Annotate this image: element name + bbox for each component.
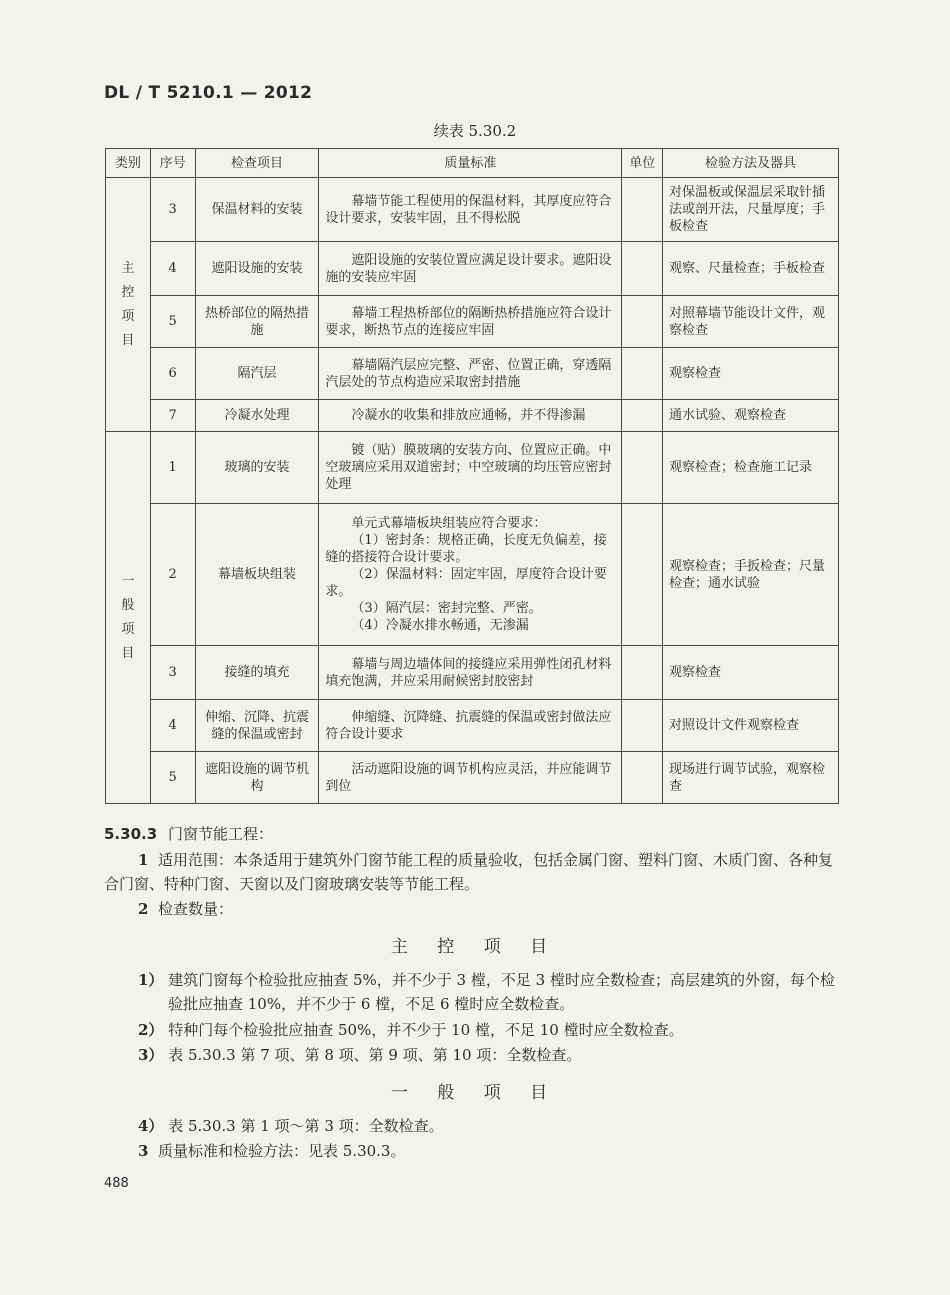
row-method: 对照设计文件观察检查 bbox=[663, 700, 839, 752]
general-category-cell bbox=[106, 432, 151, 804]
standard-subitem: （1）密封条：规格正确，长度无负偏差，接缝的搭接符合设计要求。 bbox=[325, 533, 607, 565]
row-method: 观察检查；检查施工记录 bbox=[663, 432, 839, 504]
row-unit bbox=[622, 296, 663, 348]
table-row bbox=[106, 400, 839, 432]
category-char: 一 bbox=[121, 573, 135, 589]
row-standard: 遮阳设施的安装位置应满足设计要求。遮阳设施的安装应牢固 bbox=[319, 242, 622, 296]
category-char: 控 bbox=[121, 284, 135, 300]
row-unit bbox=[622, 432, 663, 504]
row-number: 3 bbox=[150, 178, 195, 242]
row-standard: 镀（贴）膜玻璃的安装方向、位置应正确。中空玻璃应采用双道密封；中空玻璃的均压管应密封处理 bbox=[319, 432, 622, 504]
row-standard: 伸缩缝、沉降缝、抗震缝的保温或密封做法应符合设计要求 bbox=[319, 700, 622, 752]
sub-item-text: 表 5.30.3 第 7 项、第 8 项、第 9 项、第 10 项：全数检查。 bbox=[168, 1046, 582, 1064]
row-standard: 幕墙工程热桥部位的隔断热桥措施应符合设计要求，断热节点的连接应牢固 bbox=[319, 296, 622, 348]
sub-item-number: 4） bbox=[138, 1117, 164, 1135]
standard-intro: 单元式幕墙板块组装应符合要求： bbox=[351, 516, 547, 531]
sub-item-text: 建筑门窗每个检验批应抽查 5%，并不少于 3 樘，不足 3 樘时应全数检查；高层建筑的外窗，每个检验批应抽查 10%，并不少于 6 樘，不足 6 樘时应全数检查。 bbox=[168, 971, 835, 1013]
row-method: 对照幕墙节能设计文件，观察检查 bbox=[663, 296, 839, 348]
row-standard: 幕墙隔汽层应完整、严密、位置正确，穿透隔汽层处的节点构造应采取密封措施 bbox=[319, 348, 622, 400]
inspection-table bbox=[105, 148, 839, 804]
row-number: 4 bbox=[150, 242, 195, 296]
row-unit bbox=[622, 348, 663, 400]
sub-item bbox=[104, 968, 840, 1016]
row-number: 4 bbox=[150, 700, 195, 752]
row-number: 2 bbox=[150, 504, 195, 646]
category-char: 主 bbox=[121, 260, 135, 276]
row-number: 6 bbox=[150, 348, 195, 400]
table-row bbox=[106, 178, 839, 242]
row-unit bbox=[622, 242, 663, 296]
row-standard: 幕墙与周边墙体间的接缝应采用弹性闭孔材料填充饱满，并应采用耐候密封胶密封 bbox=[319, 646, 622, 700]
row-item: 隔汽层 bbox=[195, 348, 319, 400]
row-unit bbox=[622, 504, 663, 646]
standard-subitem: （4）冷凝水排水畅通，无渗漏 bbox=[351, 618, 529, 633]
clause-number: 5.30.3 bbox=[104, 825, 158, 843]
table-row bbox=[106, 348, 839, 400]
table-row bbox=[106, 242, 839, 296]
sub-item-number: 1） bbox=[138, 971, 164, 989]
standard-code-header: DL / T 5210.1 — 2012 bbox=[104, 83, 313, 103]
paragraph-quantity bbox=[104, 897, 840, 921]
category-char: 目 bbox=[121, 332, 135, 348]
row-method: 观察检查 bbox=[663, 348, 839, 400]
table-row bbox=[106, 504, 839, 646]
row-method: 观察检查 bbox=[663, 646, 839, 700]
row-unit bbox=[622, 700, 663, 752]
sub-item bbox=[104, 1114, 840, 1138]
row-unit bbox=[622, 400, 663, 432]
general-items-heading: 一 般 项 目 bbox=[390, 1083, 560, 1103]
row-item: 幕墙板块组装 bbox=[195, 504, 319, 646]
paragraph-text: 质量标准和检验方法：见表 5.30.3。 bbox=[157, 1142, 406, 1160]
row-number: 7 bbox=[150, 400, 195, 432]
row-unit bbox=[622, 752, 663, 804]
col-standard: 质量标准 bbox=[319, 149, 622, 178]
main-items-heading: 主 控 项 目 bbox=[390, 937, 560, 957]
row-unit bbox=[622, 646, 663, 700]
row-method: 通水试验、观察检查 bbox=[663, 400, 839, 432]
category-char: 项 bbox=[121, 308, 135, 324]
sub-item bbox=[104, 1018, 840, 1042]
row-item: 冷凝水处理 bbox=[195, 400, 319, 432]
sub-item-number: 3） bbox=[138, 1046, 164, 1064]
table-row bbox=[106, 296, 839, 348]
standard-subitem: （3）隔汽层：密封完整、严密。 bbox=[351, 601, 542, 616]
sub-item bbox=[104, 1043, 840, 1067]
row-method: 对保温板或保温层采取针插法或剖开法，尺量厚度；手板检查 bbox=[663, 178, 839, 242]
row-unit bbox=[622, 178, 663, 242]
row-item: 遮阳设施的安装 bbox=[195, 242, 319, 296]
col-method: 检验方法及器具 bbox=[663, 149, 839, 178]
table-header-row bbox=[106, 149, 839, 178]
sub-item-number: 2） bbox=[138, 1021, 164, 1039]
row-item: 保温材料的安装 bbox=[195, 178, 319, 242]
clause-heading bbox=[104, 823, 273, 846]
row-method: 观察、尺量检查；手板检查 bbox=[663, 242, 839, 296]
col-number: 序号 bbox=[150, 149, 195, 178]
row-standard bbox=[319, 504, 622, 646]
paragraph-number: 2 bbox=[138, 900, 149, 918]
paragraph-number: 1 bbox=[138, 851, 149, 869]
paragraph-text: 检查数量： bbox=[157, 900, 233, 918]
standard-subitem: （2）保温材料：固定牢固，厚度符合设计要求。 bbox=[325, 567, 607, 599]
row-standard: 冷凝水的收集和排放应通畅，并不得渗漏 bbox=[319, 400, 622, 432]
paragraph-scope bbox=[104, 848, 840, 896]
row-method: 观察检查；手扳检查；尺量检查；通水试验 bbox=[663, 504, 839, 646]
paragraph-number: 3 bbox=[138, 1142, 149, 1160]
row-item: 接缝的填充 bbox=[195, 646, 319, 700]
main-category-cell bbox=[106, 178, 151, 432]
paragraph-text: 适用范围：本条适用于建筑外门窗节能工程的质量验收，包括金属门窗、塑料门窗、木质门窗、各种复合门窗、特种门窗、天窗以及门窗玻璃安装等节能工程。 bbox=[104, 851, 833, 893]
table-row bbox=[106, 752, 839, 804]
sub-item-text: 特种门每个检验批应抽查 50%，并不少于 10 樘，不足 10 樘时应全数检查。 bbox=[168, 1021, 684, 1039]
table-caption: 续表 5.30.2 bbox=[433, 122, 517, 140]
row-number: 3 bbox=[150, 646, 195, 700]
table-row bbox=[106, 700, 839, 752]
paragraph-method bbox=[104, 1139, 840, 1163]
row-item: 玻璃的安装 bbox=[195, 432, 319, 504]
category-char: 目 bbox=[121, 645, 135, 661]
category-char: 项 bbox=[121, 621, 135, 637]
col-item: 检查项目 bbox=[195, 149, 319, 178]
page-number: 488 bbox=[104, 1176, 129, 1191]
table-row bbox=[106, 646, 839, 700]
row-standard: 活动遮阳设施的调节机构应灵活，并应能调节到位 bbox=[319, 752, 622, 804]
clause-title: 门窗节能工程： bbox=[167, 825, 273, 843]
category-char: 般 bbox=[121, 597, 135, 613]
row-item: 热桥部位的隔热措施 bbox=[195, 296, 319, 348]
col-category: 类别 bbox=[106, 149, 151, 178]
row-number: 5 bbox=[150, 296, 195, 348]
row-method: 现场进行调节试验，观察检查 bbox=[663, 752, 839, 804]
table-row bbox=[106, 432, 839, 504]
row-standard: 幕墙节能工程使用的保温材料，其厚度应符合设计要求，安装牢固，且不得松脱 bbox=[319, 178, 622, 242]
row-number: 5 bbox=[150, 752, 195, 804]
col-unit: 单位 bbox=[622, 149, 663, 178]
row-item: 遮阳设施的调节机构 bbox=[195, 752, 319, 804]
sub-item-text: 表 5.30.3 第 1 项～第 3 项：全数检查。 bbox=[168, 1117, 444, 1135]
row-item: 伸缩、沉降、抗震缝的保温或密封 bbox=[195, 700, 319, 752]
row-number: 1 bbox=[150, 432, 195, 504]
